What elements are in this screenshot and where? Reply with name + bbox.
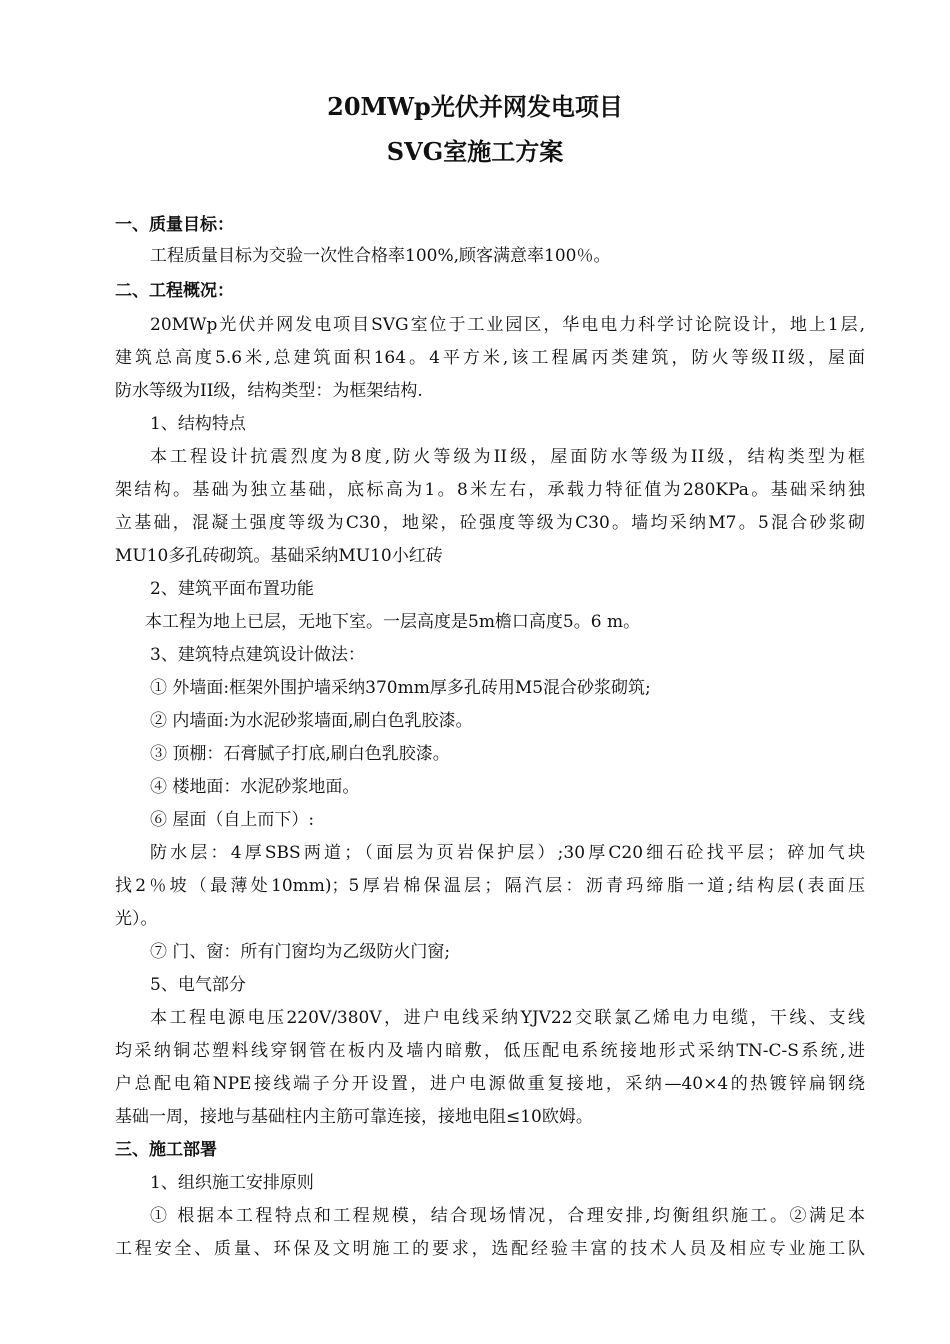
paragraph-overview-line: 建筑总高度5.6米,总建筑面积164。4平方米,该工程属丙类建筑，防火等级II级，屋面	[115, 348, 865, 368]
list-item-exterior-wall: ① 外墙面:框架外围护墙采纳370mm厚多孔砖用M5混合砂浆砌筑;	[150, 678, 651, 698]
section-heading-overview: 二、工程概况：	[115, 281, 234, 301]
section-heading-deployment: 三、施工部署	[115, 1140, 217, 1160]
paragraph-electrical-line: 均采纳铜芯塑料线穿钢管在板内及墙内暗敷，低压配电系统接地形式采纳TN-C-S系统,进	[115, 1041, 865, 1061]
list-item-floor: ④ 楼地面：水泥砂浆地面。	[150, 777, 360, 797]
paragraph-structure-line: 立基础，混凝土强度等级为C30，地梁，砼强度等级为C30。墙均采纳M7。5混合砂浆砌	[115, 513, 865, 533]
paragraph-roof-line: 光）。	[115, 909, 158, 929]
paragraph-overview-line: 20MWp光伏并网发电项目SVG室位于工业园区，华电电力科学讨论院设计，地上1层,	[150, 315, 865, 335]
paragraph-roof-line: 找2％坡（最薄处10mm)；5厚岩棉保温层；隔汽层：沥青玛缔脂一道;结构层(表面压	[115, 876, 865, 896]
list-item-doors-windows: ⑦ 门、窗：所有门窗均为乙级防火门窗;	[150, 942, 451, 962]
subheading-layout: 2、建筑平面布置功能	[150, 579, 314, 599]
paragraph-layout: 本工程为地上已层，无地下室。一层高度是5m檐口高度5。6 m。	[145, 612, 641, 632]
paragraph-structure-line: MU10多孔砖砌筑。基础采纳MU10小红砖	[115, 546, 443, 566]
section-heading-quality: 一、质量目标：	[115, 215, 234, 235]
paragraph-quality-target: 工程质量目标为交验一次性合格率100%,顾客满意率100％。	[150, 246, 611, 266]
paragraph-electrical-line: 户总配电箱NPE接线端子分开设置，进户电源做重复接地，采纳—40×4的热镀锌扁钢绕	[115, 1074, 865, 1094]
list-item-ceiling: ③ 顶棚：石膏腻子打底,刷白色乳胶漆。	[150, 744, 450, 764]
paragraph-structure-line: 架结构。基础为独立基础，底标高为1。8米左右，承载力特征值为280KPa。基础采纳独	[115, 480, 865, 500]
subheading-design-methods: 3、建筑特点建筑设计做法：	[150, 645, 365, 665]
document-subtitle: SVG室施工方案	[386, 137, 564, 166]
subheading-electrical: 5、电气部分	[150, 975, 246, 995]
list-item-roof: ⑥ 屋面（自上而下）:	[150, 810, 315, 830]
paragraph-deployment-line: ① 根据本工程特点和工程规模，结合现场情况，合理安排,均衡组织施工。②满足本	[150, 1206, 865, 1226]
paragraph-overview-line: 防水等级为II级，结构类型：为框架结构.	[115, 381, 423, 401]
subheading-structure: 1、结构特点	[150, 414, 246, 434]
paragraph-electrical-line: 本工程电源电压220V/380V，进户电线采纳YJV22交联氯乙烯电力电缆，干线、支线	[150, 1008, 865, 1028]
subheading-organization-principles: 1、组织施工安排原则	[150, 1173, 314, 1193]
document-title: 20MWp光伏并网发电项目	[327, 92, 623, 121]
paragraph-deployment-line: 工程安全、质量、环保及文明施工的要求，选配经验丰富的技术人员及相应专业施工队	[115, 1239, 865, 1259]
paragraph-structure-line: 本工程设计抗震烈度为8度,防火等级为II级，屋面防水等级为II级，结构类型为框	[150, 447, 865, 467]
paragraph-roof-line: 防水层：4厚SBS两道；（面层为页岩保护层）;30厚C20细石砼找平层；碎加气块	[150, 843, 865, 863]
paragraph-electrical-line: 基础一周，接地与基础柱内主筋可靠连接，接地电阻≤10欧姆。	[115, 1107, 593, 1127]
list-item-interior-wall: ② 内墙面:为水泥砂浆墙面,刷白色乳胶漆。	[150, 711, 473, 731]
